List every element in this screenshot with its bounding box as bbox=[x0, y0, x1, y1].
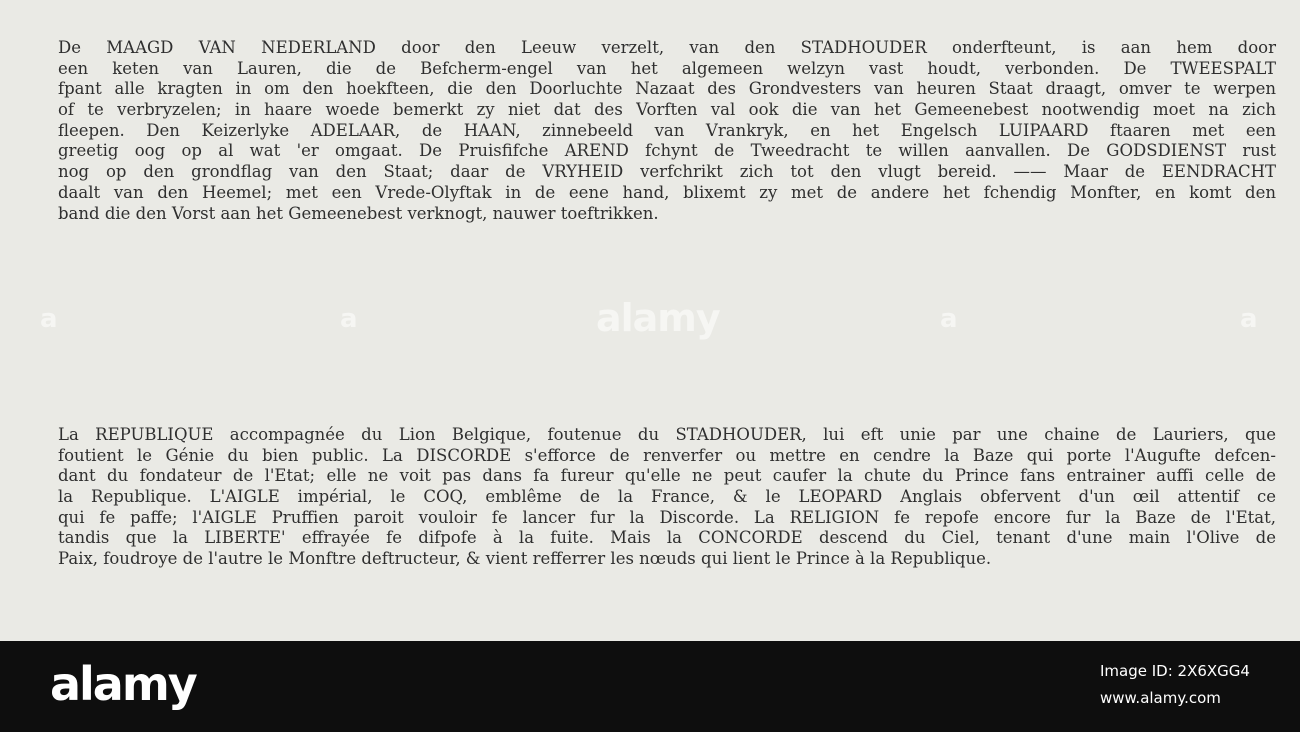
french-line: la Republique. L'AIGLE impérial, le COQ, emblême de la France, & le LEOPARD Anglais obfervent d'un œil attentif ce bbox=[58, 487, 1276, 507]
dutch-line: daalt van den Heemel; met een Vrede-Olyftak in de eene hand, blixemt zy met de andere het fchendig Monfter, en komt den bbox=[58, 182, 1276, 202]
dutch-line-last: band die den Vorst aan het Gemeenebest verknogt, nauwer toeftrikken. bbox=[58, 203, 659, 223]
french-text-block bbox=[58, 425, 1276, 570]
french-line: foutient le Génie du bien public. La DISCORDE s'efforce de renverfer ou mettre en cendre la Baze qui porte l'Augufte defcen- bbox=[58, 445, 1276, 465]
dutch-line: fleepen. Den Keizerlyke ADELAAR, de HAAN, zinnebeeld van Vrankryk, en het Engelsch LUIPAARD ftaaren met een bbox=[58, 120, 1276, 140]
french-line: qui fe paffe; l'AIGLE Pruffien paroit vouloir fe lancer fur la Discorde. La RELIGION fe repofe encore fur la Baze de l'Etat, bbox=[58, 507, 1276, 527]
watermark-mark: a bbox=[40, 304, 58, 334]
dutch-line: nog op den grondflag van den Staat; daar de VRYHEID verfchrikt zich tot den vlugt bereid. —— Maar de EENDRACHT bbox=[58, 162, 1276, 182]
watermark-mark: a bbox=[940, 304, 958, 334]
dutch-line: een keten van Lauren, die de Befcherm-engel van het algemeen welzyn vast houdt, verbonden. De TWEESPALT bbox=[58, 58, 1276, 78]
footer-site-url: www.alamy.com bbox=[1100, 689, 1221, 707]
footer-image-id: Image ID: 2X6XGG4 bbox=[1100, 662, 1250, 680]
dutch-line: of te verbryzelen; in haare woede bemerkt zy niet dat des Vorften val ook die van het Gemeenebest nootwendig moet na zich bbox=[58, 100, 1276, 120]
dutch-line: De MAAGD VAN NEDERLAND door den Leeuw verzelt, van den STADHOUDER onderfteunt, is aan hem door bbox=[58, 38, 1276, 57]
french-line: tandis que la LIBERTE' effrayée fe difpofe à la fuite. Mais la CONCORDE descend du Ciel, tenant d'une main l'Olive de bbox=[58, 528, 1276, 548]
dutch-line: greetig oog op al wat 'er omgaat. De Pruisfifche AREND fchynt de Tweedracht te willen aanvallen. De GODSDIENST rust bbox=[58, 141, 1276, 161]
watermark-mark: a bbox=[1240, 304, 1258, 334]
dutch-line: fpant alle kragten in om den hoekfteen, die den Doorluchte Nazaat des Grondvesters van heuren Staat draagt, omver te werpen bbox=[58, 79, 1276, 99]
watermark-mark: a bbox=[340, 304, 358, 334]
french-line: La REPUBLIQUE accompagnée du Lion Belgique, foutenue du STADHOUDER, lui eft unie par une chaine de Lauriers, que bbox=[58, 425, 1276, 444]
french-line: dant du fondateur de l'Etat; elle ne voit pas dans fa fureur qu'elle ne peut caufer la chute du Prince fans entrainer auffi celle de bbox=[58, 466, 1276, 486]
watermark-logo: alamy bbox=[596, 296, 720, 340]
french-line-last: Paix, foudroye de l'autre le Monftre deftructeur, & vient refferrer les nœuds qui lient le Prince à la Republique. bbox=[58, 549, 992, 569]
dutch-text-block bbox=[58, 38, 1276, 224]
footer-logo: alamy bbox=[50, 657, 196, 711]
